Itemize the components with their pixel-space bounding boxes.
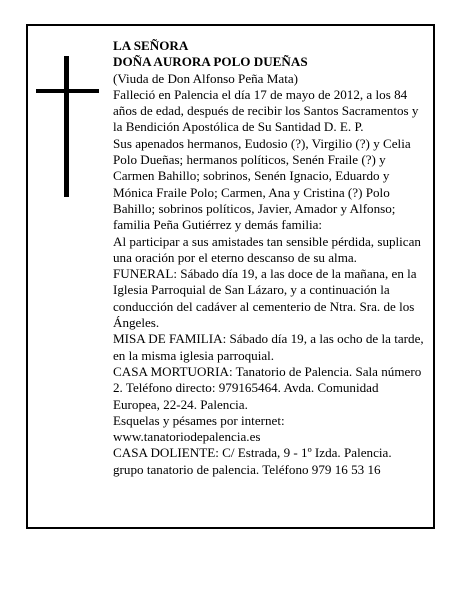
notice-title: LA SEÑORA	[113, 38, 189, 53]
casa-mortuoria-paragraph: CASA MORTUORIA: Tanatorio de Palencia. Sala número 2. Teléfono directo: 979165464. Avda. Comunidad Europea, 22-24. Palencia.	[113, 363, 422, 412]
cross-icon-arm	[36, 89, 99, 93]
obituary-text	[113, 38, 425, 478]
esquelas-label: Esquelas y pésames por internet:	[113, 412, 285, 428]
family-paragraph: Sus apenados hermanos, Eudosio (?), Virgilio (?) y Celia Polo Dueñas; hermanos políticos, Senén Fraile (?) y Carmen Bahillo; sobrinos, Senén Ignacio, Eduardo y Mónica Fraile Polo; Carmen, Ana y Cristina (?) Polo Bahillo; sobrinos políticos, Javier, Amador y Alfonso; familia Peña Gutiérrez y demás familia:	[113, 135, 411, 233]
deceased-name: DOÑA AURORA POLO DUEÑAS	[113, 54, 308, 70]
esquelas-url: www.tanatoriodepalencia.es	[113, 429, 261, 445]
notice-subtitle: (Viuda de Don Alfonso Peña Mata)	[113, 70, 299, 86]
funeral-paragraph: FUNERAL: Sábado día 19, a las doce de la mañana, en la Iglesia Parroquial de San Lázaro, y a continuación la conducción del cadáver al cementerio de Ntra. Sra. de los Ángeles.	[113, 266, 417, 331]
misa-paragraph: MISA DE FAMILIA: Sábado día 19, a las ocho de la tarde, en la misma iglesia parroquial.	[113, 331, 424, 363]
prayer-paragraph: Al participar a sus amistades tan sensible pérdida, suplican una oración por el eterno descanso de su alma.	[113, 233, 421, 265]
cross-icon	[64, 56, 69, 197]
death-paragraph: Falleció en Palencia el día 17 de mayo de 2012, a los 84 años de edad, después de recibir los Santos Sacramentos y la Bendición Apostólica de Su Santidad D. E. P.	[113, 86, 419, 135]
casa-doliente-paragraph: CASA DOLIENTE: C/ Estrada, 9 - 1º Izda. Palencia. grupo tanatorio de palencia. Teléfono 979 16 53 16	[113, 445, 392, 477]
